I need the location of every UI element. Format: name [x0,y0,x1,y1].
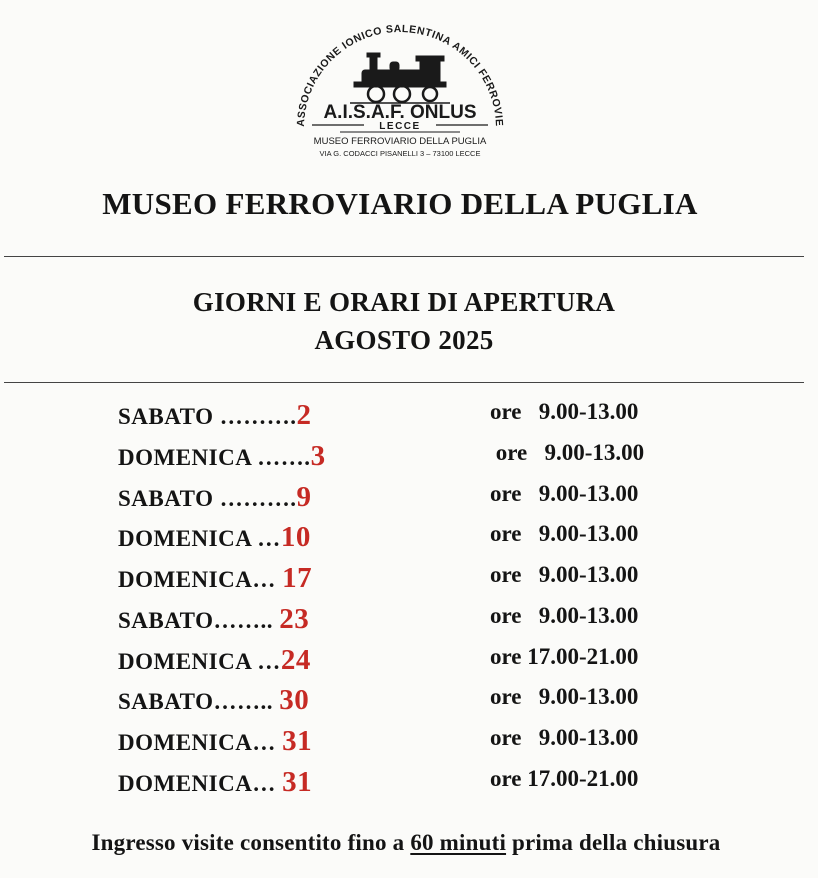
day-date: 3 [310,440,326,472]
schedule-row [0,680,818,716]
divider-bottom [4,382,804,383]
day-name: SABATO…….. [118,608,280,633]
month-heading: AGOSTO 2025 [314,325,494,355]
association-logo [280,8,520,164]
schedule-row [0,477,818,513]
day-label [118,766,312,799]
opening-time: ore 17.00-21.00 [490,644,639,669]
opening-time: ore 9.00-13.00 [490,399,639,424]
day-label [118,603,309,636]
opening-time: ore 9.00-13.00 [490,562,639,587]
day-name: DOMENICA … [118,526,281,551]
logo-address: VIA G. CODACCI PISANELLI 3 – 73100 LECCE [319,149,481,158]
logo-name: A.I.S.A.F. ONLUS [323,102,477,123]
schedule-row [0,395,818,431]
day-date: 17 [282,562,313,594]
day-label [118,725,312,758]
opening-time: ore 9.00-13.00 [490,440,645,465]
opening-time: ore 9.00-13.00 [490,725,639,750]
opening-time: ore 9.00-13.00 [490,481,639,506]
day-date: 31 [282,725,313,757]
day-name: DOMENICA… [118,730,283,755]
schedule-row [0,558,818,594]
day-date: 24 [280,644,311,676]
opening-time: ore 9.00-13.00 [490,684,639,709]
notice-text-before: Ingresso visite consentito fino a [91,830,411,855]
schedule-row [0,762,818,798]
museum-title: MUSEO FERROVIARIO DELLA PUGLIA [102,186,698,221]
day-date: 2 [296,399,312,431]
day-date: 30 [279,684,310,716]
opening-time: ore 9.00-13.00 [490,603,639,628]
day-date: 9 [296,481,312,513]
day-name: DOMENICA … [118,649,281,674]
divider-top [4,256,804,257]
day-label [118,481,311,514]
opening-time: ore 9.00-13.00 [490,521,639,546]
day-name: SABATO…….. [118,689,280,714]
opening-hours-heading: GIORNI E ORARI DI APERTURA [192,287,616,317]
day-label [118,521,311,554]
logo-arc-text: ASSOCIAZIONE IONICO SALENTINA AMICI FERROVIE [294,22,506,127]
opening-time: ore 17.00-21.00 [490,766,639,791]
day-label [118,562,312,595]
day-name: DOMENICA ……. [118,445,311,470]
day-date: 31 [282,766,313,798]
schedule-row [0,640,818,676]
logo-subtitle: MUSEO FERROVIARIO DELLA PUGLIA [313,136,487,147]
notice-text-after: prima della chiusura [506,830,721,855]
schedule-row [0,436,818,472]
day-date: 10 [280,521,311,553]
schedule-row [0,599,818,635]
entry-notice [0,830,812,856]
day-label [118,644,311,677]
day-date: 23 [279,603,310,635]
schedule-row [0,517,818,553]
day-name: DOMENICA… [118,567,283,592]
schedule-row [0,721,818,757]
day-label [118,440,326,473]
day-name: SABATO ………. [118,486,297,511]
day-name: DOMENICA… [118,771,283,796]
notice-deadline: 60 minuti [410,830,507,855]
day-label [118,399,311,432]
day-name: SABATO ………. [118,404,297,429]
logo-city: LECCE [379,121,421,132]
locomotive-icon [350,53,450,103]
day-label [118,684,309,717]
